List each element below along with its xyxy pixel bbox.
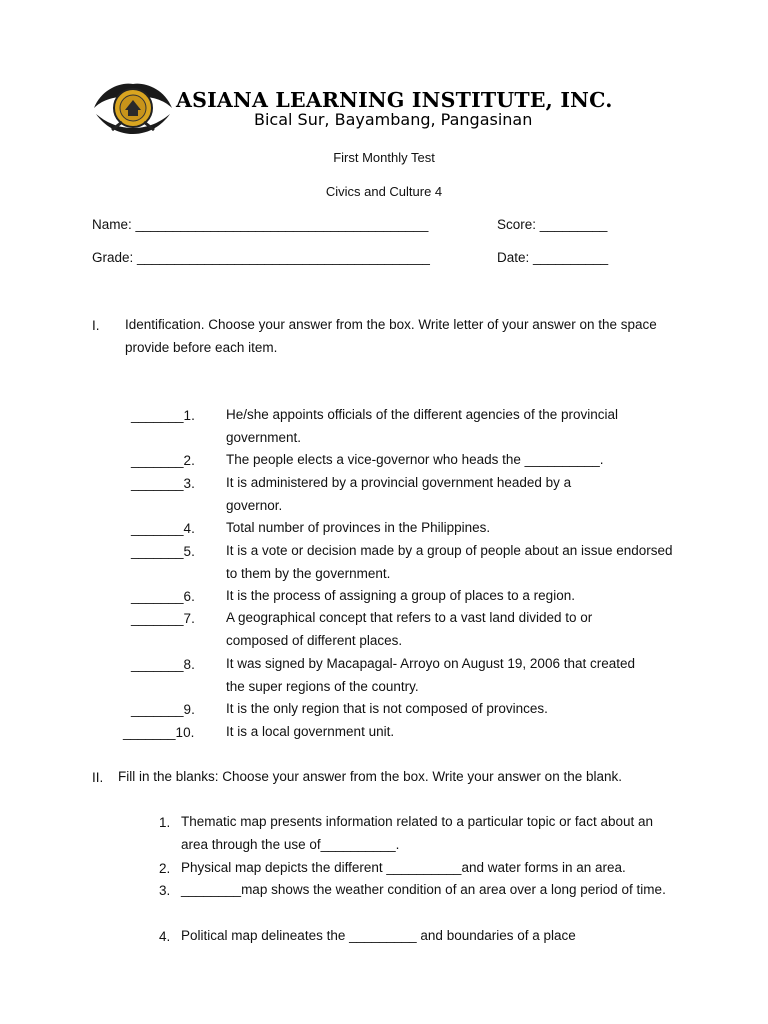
fill-1-number: 1.: [159, 815, 171, 830]
test-title: First Monthly Test: [333, 150, 435, 165]
item-3-text: It is administered by a provincial government headed by a governor.: [226, 475, 572, 513]
item-9-blank[interactable]: _______9.: [131, 702, 195, 717]
subject-title: Civics and Culture 4: [325, 184, 443, 199]
section-1-instruction: Identification. Choose your answer from the box. Write letter of your answer on the space provide before each item.: [125, 317, 657, 355]
institute-address: Bical Sur, Bayambang, Pangasinan: [254, 110, 533, 129]
item-5-blank[interactable]: _______5.: [131, 544, 195, 559]
item-4-text: Total number of provinces in the Philippines.: [226, 520, 491, 535]
item-2-blank[interactable]: _______2.: [131, 453, 195, 468]
fill-3-text: ________map shows the weather condition of an area over a long period of time.: [181, 882, 666, 897]
institute-name: ASIANA LEARNING INSTITUTE, INC.: [176, 88, 613, 112]
item-10-blank[interactable]: _______10.: [123, 725, 195, 740]
section-1-number: I.: [92, 318, 100, 333]
school-seal-icon: [92, 80, 174, 136]
fill-2-text: Physical map depicts the different __________and water forms in an area.: [181, 860, 626, 875]
item-3-blank[interactable]: _______3.: [131, 476, 195, 491]
item-9-text: It is the only region that is not composed of provinces.: [226, 701, 548, 716]
fill-2-number: 2.: [159, 861, 171, 876]
item-8-text: It was signed by Macapagal- Arroyo on August 19, 2006 that created the super regions of the country.: [226, 656, 636, 694]
item-10-text: It is a local government unit.: [226, 724, 395, 739]
item-2-text: The people elects a vice-governor who heads the __________.: [226, 452, 604, 467]
item-7-blank[interactable]: _______7.: [131, 611, 195, 626]
item-6-text: It is the process of assigning a group of places to a region.: [226, 588, 575, 603]
item-6-blank[interactable]: _______6.: [131, 589, 195, 604]
item-4-blank[interactable]: _______4.: [131, 521, 195, 536]
fill-3-number: 3.: [159, 883, 171, 898]
date-field[interactable]: Date: __________: [497, 250, 609, 265]
name-field[interactable]: Name: _______________________________________: [92, 217, 429, 232]
section-2-instruction: Fill in the blanks: Choose your answer from the box. Write your answer on the blank.: [118, 769, 622, 784]
item-7-text: A geographical concept that refers to a vast land divided to or composed of different places.: [226, 610, 593, 648]
fill-4-text: Political map delineates the _________ and boundaries of a place: [181, 928, 576, 943]
school-header: [92, 80, 676, 136]
section-2-number: II.: [92, 770, 104, 785]
score-field[interactable]: Score: _________: [497, 217, 608, 232]
item-8-blank[interactable]: _______8.: [131, 657, 195, 672]
grade-field[interactable]: Grade: _______________________________________: [92, 250, 430, 265]
item-5-text: It is a vote or decision made by a group of people about an issue endorsed to them by the government.: [226, 543, 673, 581]
item-1-blank[interactable]: _______1.: [131, 408, 195, 423]
fill-1-text: Thematic map presents information related to a particular topic or fact about an area through the use of__________.: [181, 814, 653, 852]
item-1-text: He/she appoints officials of the different agencies of the provincial government.: [226, 407, 618, 445]
fill-4-number: 4.: [159, 929, 171, 944]
